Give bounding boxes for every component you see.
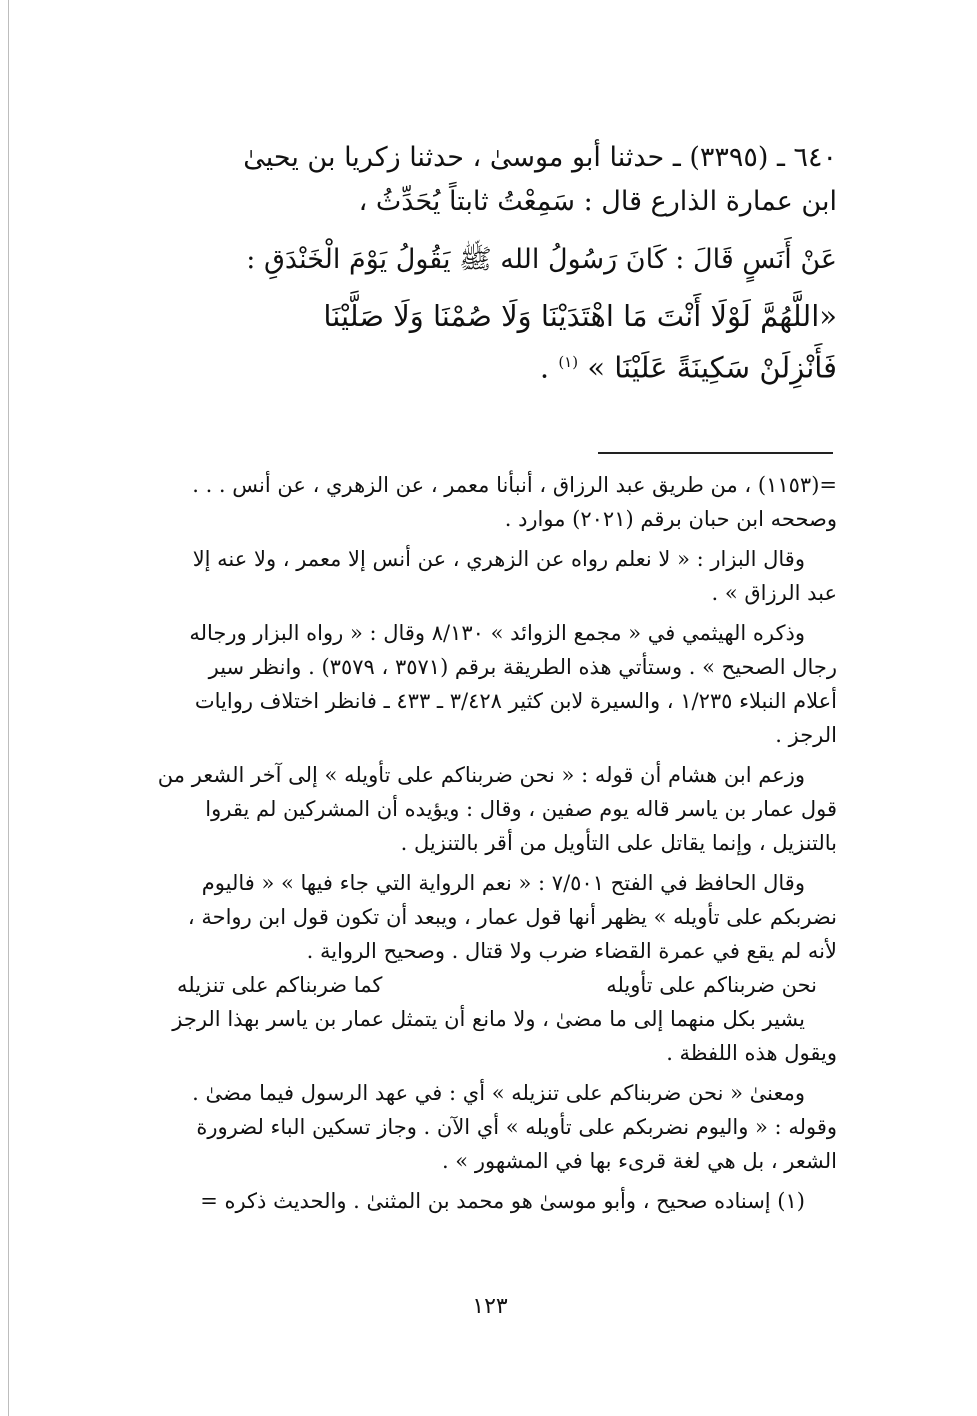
footnote-line: وصححه ابن حبان برقم (٢٠٢١) موارد . [504, 507, 837, 531]
footnote-line: ومعنىٰ « نحن ضربناكم على تنزيله » أي : في عهد الرسول فيما مضىٰ . [192, 1081, 805, 1105]
footnote-line: يشير بكل منهما إلى ما مضىٰ ، ولا مانع أن يتمثل عمار بن ياسر بهذا الرجز [172, 1007, 805, 1031]
hadith-text [137, 140, 837, 388]
footnote-1: (١) إسناده صحيح ، وأبو موسىٰ هو محمد بن المثنىٰ . والحديث ذكره = [200, 1189, 805, 1213]
footnote-line: وقوله : « واليوم نضربكم على تأويله » أي الآن . وجاز تسكين الباء لضرورة [196, 1115, 837, 1139]
footnote-line: ويقول هذه اللفظة . [666, 1041, 837, 1065]
verse-line-2-end: . [539, 350, 550, 385]
footnote-line: رجال الصحيح » . وستأتي هذه الطريقة برقم (٣٥٧١ ، ٣٥٧٩) . وانظر سير [208, 655, 837, 679]
poem-hemistich-right: نحن ضربناكم على تأويله [606, 973, 817, 997]
footnote-line: بالتنزيل ، وإنما يقاتل على التأويل من أقر بالتنزيل . [400, 831, 837, 855]
hadith-isnad-line-2: ابن عمارة الذارع قال : سَمِعْتُ ثابتاً يُحَدِّثُ ، [358, 186, 837, 217]
footnotes-section [137, 468, 837, 1218]
page-number: ١٢٣ [472, 1294, 508, 1319]
footnote-line: لأنه لم يقع في عمرة القضاء ضرب ولا قتال . وصحيح الرواية . [306, 939, 837, 963]
footnote-line: قول عمار بن ياسر قاله يوم صفين ، وقال : ويؤيده أن المشركين لم يقروا [205, 797, 837, 821]
hadith-matn-intro: عَنْ أَنَسٍ قَالَ : كَانَ رَسُولُ الله ﷺ يَقُولُ يَوْمَ الْخَنْدَقِ : [246, 244, 837, 275]
footnote-marker: (١) [558, 353, 579, 371]
hadith-isnad-line-1: ٦٤٠ ـ (٣٣٩٥) ـ حدثنا أبو موسىٰ ، حدثنا زكريا بن يحيىٰ [243, 142, 837, 173]
footnote-separator [598, 452, 833, 454]
footnote-line: وقال الحافظ في الفتح ٧/٥٠١ : « نعم الرواية التي جاء فيها » « فاليوم [201, 871, 805, 895]
poem-verse [177, 968, 837, 1002]
page-edge-line [8, 0, 9, 1416]
poem-hemistich-left: كما ضربناكم على تنزيله [177, 973, 383, 997]
footnote-line: الشعر ، بل هي لغة قرىء بها في المشهور » . [441, 1149, 837, 1173]
hadith-verse-line-2 [137, 342, 837, 388]
footnote-line: نضربكم على تأويله » يظهر أنها قول عمار ، ويبعد أن تكون قول ابن رواحة ، [187, 905, 837, 929]
footnote-line: الرجز . [775, 723, 837, 747]
footnote-line: وذكره الهيثمي في « مجمع الزوائد » ٨/١٣٠ وقال : « رواه البزار ورجاله [189, 621, 805, 645]
verse-line-2-text: فَأَنْزِلَنْ سَكِينَةً عَلَيْنَا » [587, 350, 837, 385]
footnote-line: وقال البزار : « لا نعلم رواه عن الزهري ، عن أنس إلا معمر ، ولا عنه إلا [192, 547, 805, 571]
footnote-line: عبد الرزاق » . [711, 581, 837, 605]
hadith-verse-line-1: «اللَّهُمَّ لَوْلَا أَنْتَ مَا اهْتَدَيْنَا وَلَا صُمْنَا وَلَا صَلَّيْنَا [323, 299, 837, 333]
footnote-line: وزعم ابن هشام أن قوله : « نحن ضربناكم على تأويله » إلى آخر الشعر من [157, 763, 805, 787]
footnote-line: =(١١٥٣) ، من طريق عبد الرزاق ، أنبأنا معمر ، عن الزهري ، عن أنس . . . [192, 473, 837, 497]
footnote-line: أعلام النبلاء ١/٢٣٥ ، والسيرة لابن كثير ٣/٤٢٨ ـ ٤٣٣ ـ فانظر اختلاف روايات [194, 689, 837, 713]
